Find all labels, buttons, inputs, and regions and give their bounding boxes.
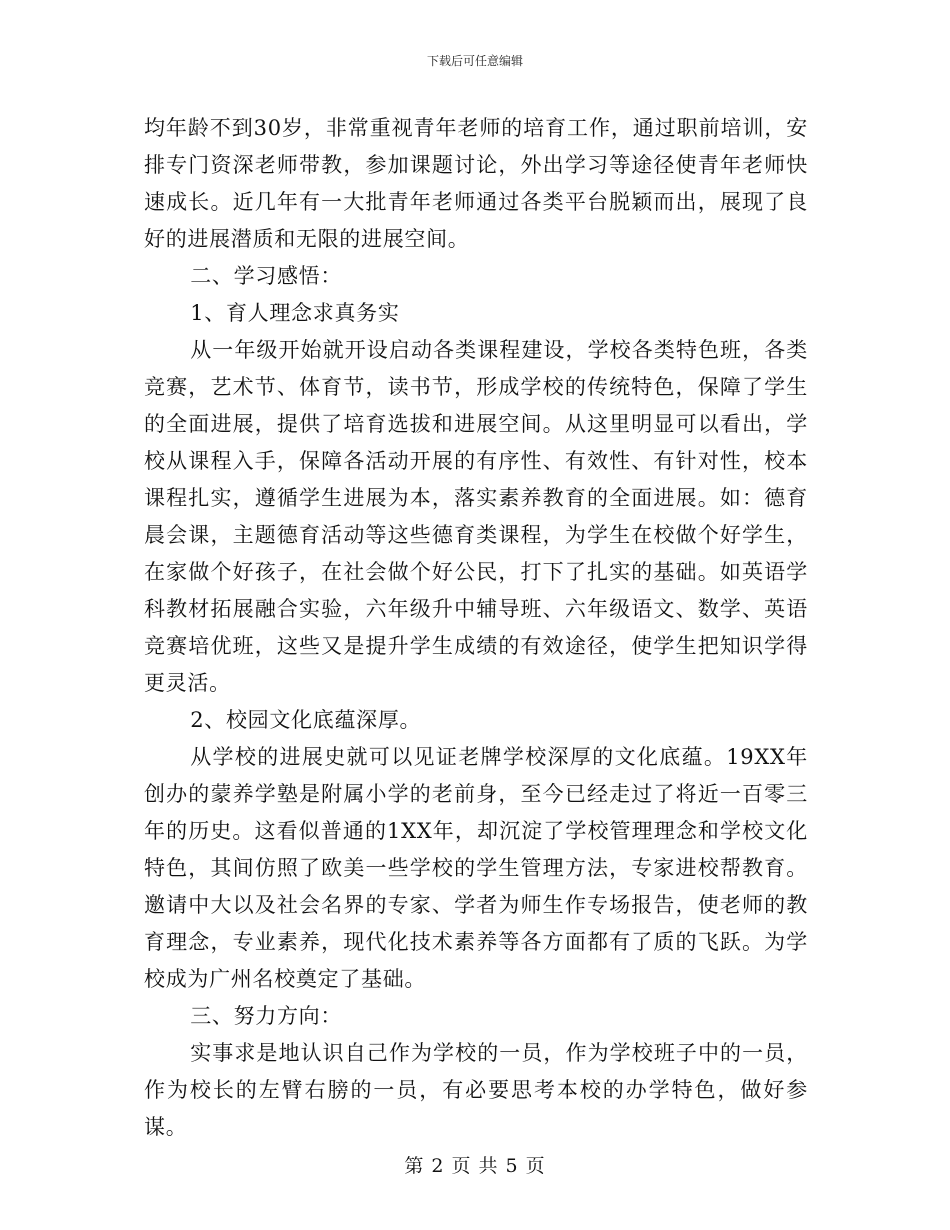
- paragraph-self-reflection: 实事求是地认识自己作为学校的一员，作为学校班子中的一员，作为校长的左臂右膀的一员，有必要思考本校的办学特色，做好参谋。: [144, 1041, 808, 1139]
- paragraph-curriculum: 从一年级开始就开设启动各类课程建设，学校各类特色班，各类竞赛，艺术节、体育节，读书节，形成学校的传统特色，保障了学生的全面进展，提供了培育选拔和进展空间。从这里明显可以看出，学校从课程入手，保障各活动开展的有序性、有效性、有针对性，校本课程扎实，遵循学生进展为本，落实素养教育的全面进展。如：德育晨会课，主题德育活动等这些德育类课程，为学生在校做个好学生，在家做个好孩子，在社会做个好公民，打下了扎实的基础。如英语学科教材拓展融合实验，六年级升中辅导班、六年级语文、数学、英语竞赛培优班，这些又是提升学生成绩的有效途径，使学生把知识学得更灵活。: [144, 338, 808, 695]
- heading-learning-insights: 二、学习感悟：: [190, 264, 343, 288]
- page-number: 第 2 页 共 5 页: [404, 1155, 546, 1177]
- heading-direction: 三、努力方向：: [190, 1004, 343, 1028]
- document-body: [144, 110, 808, 1146]
- paragraph-staff-training: 均年龄不到30岁，非常重视青年老师的培育工作，通过职前培训，安排专门资深老师带教，参加课题讨论，外出学习等途径使青年老师快速成长。近几年有一大批青年老师通过各类平台脱颖而出，展现了良好的进展潜质和无限的进展空间。: [144, 116, 808, 251]
- subheading-campus-culture: 2、校园文化底蕴深厚。: [190, 708, 422, 732]
- page-header-note: 下载后可任意编辑: [426, 54, 523, 68]
- subheading-education-philosophy: 1、育人理念求真务实: [190, 301, 400, 325]
- paragraph-school-history: 从学校的进展史就可以见证老牌学校深厚的文化底蕴。19XX年创办的蒙养学塾是附属小学的老前身，至今已经走过了将近一百零三年的历史。这看似普通的1XX年，却沉淀了学校管理理念和学校文化特色，其间仿照了欧美一些学校的学生管理方法，专家进校帮教育。邀请中大以及社会名界的专家、学者为师生作专场报告，使老师的教育理念，专业素养，现代化技术素养等各方面都有了质的飞跃。为学校成为广州名校奠定了基础。: [144, 745, 808, 991]
